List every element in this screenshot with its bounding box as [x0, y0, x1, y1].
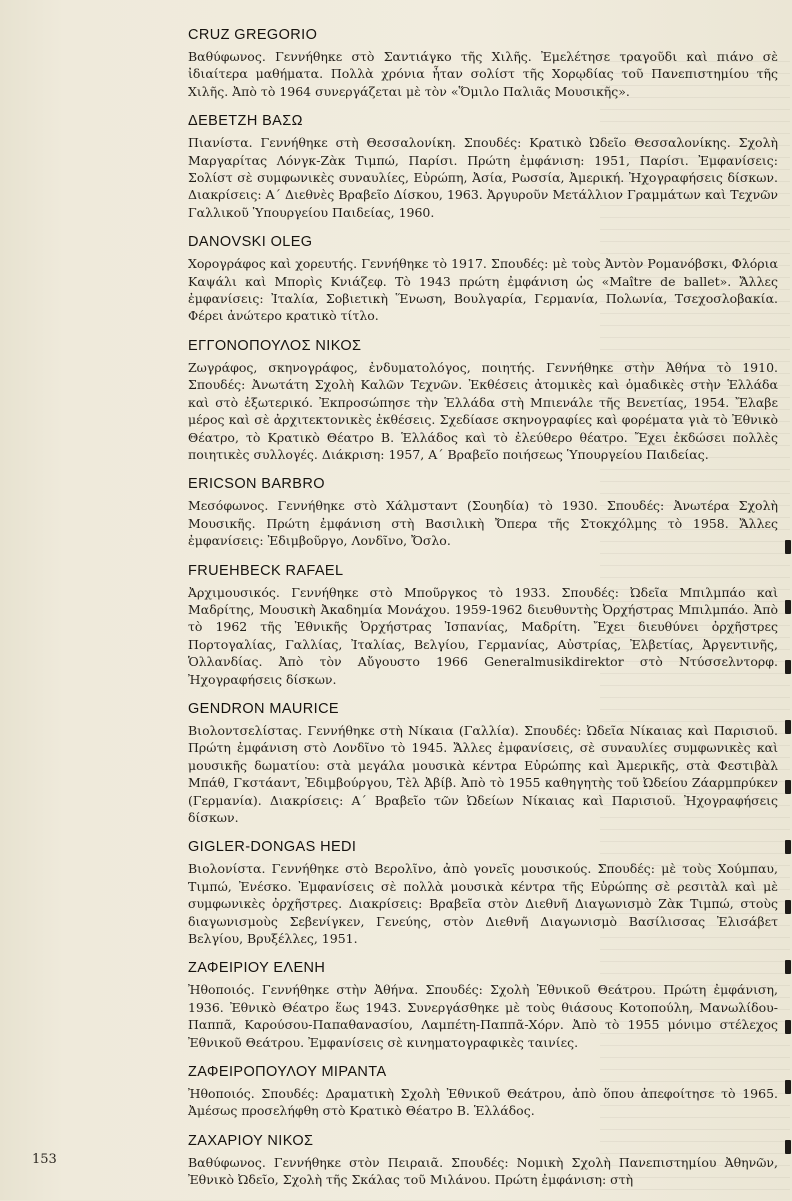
- entry-fruehbeck-rafael: [188, 562, 778, 688]
- binder-mark: [785, 780, 791, 794]
- entry-danovski-oleg: [188, 233, 778, 325]
- entry-bio: Μεσόφωνος. Γεννήθηκε στὸ Χάλμσταντ (Σουηδία) τὸ 1930. Σπουδές: Ἀνωτέρα Σχολὴ Μουσικῆς. Πρώτη ἐμφάνιση στὴ Βασιλικὴ Ὄπερα τῆς Στοκχόλμης τὸ 1958. Ἄλλες ἐμφανίσεις: Ἐδιμβοῦργο, Λονδῖνο, Ὄσλο.: [188, 498, 778, 549]
- entry-zafeiriou-eleni: [188, 959, 778, 1051]
- entry-zafeiropoulou-miranta: [188, 1063, 778, 1120]
- entry-name: ΔΕΒΕΤΖΗ ΒΑΣΩ: [188, 113, 303, 130]
- entry-name: ERICSON BARBRO: [188, 476, 325, 493]
- entry-name: ΖΑΦΕΙΡΟΠΟΥΛΟΥ ΜΙΡΑΝΤΑ: [188, 1064, 387, 1081]
- entry-name: ΖΑΧΑΡΙΟΥ ΝΙΚΟΣ: [188, 1132, 314, 1149]
- page-number: 153: [32, 1152, 57, 1167]
- entry-bio: Βαθύφωνος. Γεννήθηκε στὸ Σαντιάγκο τῆς Χιλῆς. Ἐμελέτησε τραγοῦδι καὶ πιάνο σὲ ἰδιαίτερα μαθήματα. Πολλὰ χρόνια ἦταν σολίστ τῆς Χορῳδίας τοῦ Πανεπιστημίου τῆς Χιλῆς. Ἀπὸ τὸ 1964 συνεργάζεται μὲ τὸν «Ὅμιλο Παλιᾶς Μουσικῆς».: [188, 49, 778, 99]
- entry-bio: Βιολοντσελίστας. Γεννήθηκε στὴ Νίκαια (Γαλλία). Σπουδές: Ὠδεῖα Νίκαιας καὶ Παρισιοῦ. Πρώτη ἐμφάνιση στὸ Λονδῖνο τὸ 1945. Ἄλλες ἐμφανίσεις, σὲ συναυλίες συμφωνικὲς καὶ μουσικῆς δωματίου: στὰ μεγάλα μουσικὰ κέντρα Εὐρώπης καὶ Ἀμερικῆς, στὰ Φεστιβὰλ Μπάθ, Γκστάαντ, Ἐδιμβούργου, Τὲλ Ἀβίβ. Ἀπὸ τὸ 1955 καθηγητὴς τοῦ Ὠδείου Ζάαρμπρύκεν (Γερμανία). Διακρίσεις: Α΄ Βραβεῖο τῶν Ὠδείων Νίκαιας καὶ Παρισιοῦ. Ἠχογραφήσεις δίσκων.: [188, 722, 778, 825]
- entry-bio: Ζωγράφος, σκηνογράφος, ἐνδυματολόγος, ποιητής. Γεννήθηκε στὴν Ἀθήνα τὸ 1910. Σπουδές: Ἀνωτάτη Σχολὴ Καλῶν Τεχνῶν. Ἐκθέσεις ἀτομικὲς καὶ ὁμαδικὲς στὴν Ἑλλάδα καὶ στὸ ἐξωτερικό. Ἐκπροσώπησε τὴν Ἑλλάδα στὴ Μπιενάλε τῆς Βενετίας, 1954. Ἔλαβε μέρος καὶ σὲ ἀρχιτεκτονικὲς ἐκθέσεις. Σχεδίασε σκηνογραφίες καὶ φορέματα γιὰ τὸ Ἐθνικὸ Θέατρο, τὸ Κρατικὸ Θέατρο Β. Ἑλλάδος καὶ τὸ ἐλεύθερο θέατρο. Ἔχει ἐκδώσει πολλὲς ποιητικὲς συλλογές. Διάκριση: 1957, Α΄ Βραβεῖο ποιήσεως Ὑπουργείου Παιδείας.: [188, 359, 778, 462]
- entry-gendron-maurice: [188, 700, 778, 826]
- entry-name: ΕΓΓΟΝΟΠΟΥΛΟΣ ΝΙΚΟΣ: [188, 337, 362, 354]
- entry-name: FRUEHBECK RAFAEL: [188, 562, 344, 579]
- entry-bio: Βιολονίστα. Γεννήθηκε στὸ Βερολῖνο, ἀπὸ γονεῖς μουσικούς. Σπουδές: μὲ τοὺς Χούμπαυ, Τιμπώ, Ἐνέσκο. Ἐμφανίσεις σὲ πολλὰ μουσικὰ κέντρα τῆς Εὐρώπης σὲ ρεσιτὰλ καὶ μὲ συμφωνικὲς ὀρχῆστρες. Διακρίσεις: Βραβεῖα στὸν Διεθνῆ Διαγωνισμὸ Ζὰκ Τιμπώ, στοὺς διαγωνισμοὺς Σεβενίγκεν, Γενεύης, στὸν Διεθνῆ Διαγωνισμὸ Βασίλισσας Ἐλισάβετ Βελγίου, Βρυξέλλες, 1951.: [188, 861, 778, 947]
- entry-bio: Ἀρχιμουσικός. Γεννήθηκε στὸ Μποῦργκος τὸ 1933. Σπουδές: Ὠδεῖα Μπιλμπάο καὶ Μαδρίτης, Μουσικὴ Ἀκαδημία Μονάχου. 1959-1962 διευθυντὴς Ὀρχήστρας Μπιλμπάο. Ἀπὸ τὸ 1962 τῆς Ἐθνικῆς Ὀρχήστρας Ἰσπανίας, Μαδρίτη. Ἔχει διευθύνει ὀρχῆστρες Πορτογαλίας, Γαλλίας, Ἰταλίας, Βελγίου, Γερμανίας, Αὐστρίας, Ἐλβετίας, Ἀργεντινῆς, Ὁλλανδίας. Ἀπὸ τὸν Αὔγουστο 1966 Generalmusikdirektor στὸ Ντύσσελντορφ. Ἠχογραφήσεις δίσκων.: [188, 584, 778, 687]
- binder-mark: [785, 600, 791, 614]
- entry-name: DANOVSKI OLEG: [188, 234, 313, 251]
- entry-bio: Ἠθοποιός. Σπουδές: Δραματικὴ Σχολὴ Ἐθνικοῦ Θεάτρου, ἀπὸ ὅπου ἀπεφοίτησε τὸ 1965. Ἀμέσως προσελήφθη στὸ Κρατικὸ Θέατρο Β. Ἑλλάδος.: [188, 1086, 778, 1119]
- entry-name: GENDRON MAURICE: [188, 700, 340, 717]
- entry-devetzi-vaso: [188, 112, 778, 221]
- entry-eggonopoulos-nikos: [188, 337, 778, 463]
- entry-ericson-barbro: [188, 475, 778, 549]
- entry-bio: Χορογράφος καὶ χορευτής. Γεννήθηκε τὸ 1917. Σπουδές: μὲ τοὺς Ἀντὸν Ρομανόβσκι, Φλόρια Καψάλι καὶ Μπορὶς Κνιάζεφ. Τὸ 1943 πρώτη ἐμφάνιση ὡς «Maître de ballet». Ἄλλες ἐμφανίσεις: Ἰταλία, Σοβιετικὴ Ἕνωση, Βουλγαρία, Γερμανία, Πολωνία, Τσεχοσλοβακία. Φέρει ἀνώτερο κρατικὸ τίτλο.: [188, 256, 778, 324]
- binder-mark: [785, 1140, 791, 1154]
- biography-column: [188, 26, 778, 1201]
- binder-mark: [785, 840, 791, 854]
- entry-name: CRUZ GREGORIO: [188, 27, 318, 43]
- binder-mark: [785, 960, 791, 974]
- entry-zachariou-nikos: [188, 1132, 778, 1189]
- entry-bio: Βαθύφωνος. Γεννήθηκε στὸν Πειραιᾶ. Σπουδές: Νομικὴ Σχολὴ Πανεπιστημίου Ἀθηνῶν, Ἐθνικὸ Ὠδεῖο, Σχολὴ τῆς Σκάλας τοῦ Μιλάνου. Πρώτη ἐμφάνιση: στὴ: [188, 1154, 778, 1188]
- entry-name: ΖΑΦΕΙΡΙΟΥ ΕΛΕΝΗ: [188, 960, 326, 977]
- entry-name: GIGLER-DONGAS HEDI: [188, 839, 357, 856]
- binder-mark: [785, 900, 791, 914]
- binder-mark: [785, 1020, 791, 1034]
- binder-mark: [785, 720, 791, 734]
- binder-mark: [785, 660, 791, 674]
- binder-mark: [785, 1080, 791, 1094]
- entry-cruz-gregorio: [188, 26, 778, 100]
- entry-bio: Ἠθοποιός. Γεννήθηκε στὴν Ἀθήνα. Σπουδές: Σχολὴ Ἐθνικοῦ Θεάτρου. Πρώτη ἐμφάνιση, 1936. Ἐθνικὸ Θέατρο ἕως 1943. Συνεργάσθηκε μὲ τοὺς θιάσους Κοτοπούλη, Μανωλίδου-Παππᾶ, Καρούσου-Παπαθανασίου, Λαμπέτη-Παππᾶ-Χόρν. Ἀπὸ τὸ 1955 μόνιμο στέλεχος Ἐθνικοῦ Θεάτρου. Ἐμφανίσεις σὲ κινηματογραφικὲς ταινίες.: [188, 982, 778, 1050]
- entry-bio: Πιανίστα. Γεννήθηκε στὴ Θεσσαλονίκη. Σπουδές: Κρατικὸ Ὠδεῖο Θεσσαλονίκης. Σχολὴ Μαργαρίτας Λόνγκ-Ζὰκ Τιμπώ, Παρίσι. Πρώτη ἐμφάνιση: 1951, Παρίσι. Ἐμφανίσεις: Σολίστ σὲ συμφωνικὲς συναυλίες, Εὐρώπη, Ἀσία, Ρωσσία, Ἀμερική. Ἠχογραφήσεις δίσκων. Διακρίσεις: Α΄ Διεθνὲς Βραβεῖο Δίσκου, 1963. Ἀργυροῦν Μετάλλιον Γραμμάτων καὶ Τεχνῶν Γαλλικοῦ Ὑπουργείου Παιδείας, 1960.: [188, 135, 778, 220]
- binder-mark: [785, 540, 791, 554]
- entry-gigler-dongas-hedi: [188, 838, 778, 947]
